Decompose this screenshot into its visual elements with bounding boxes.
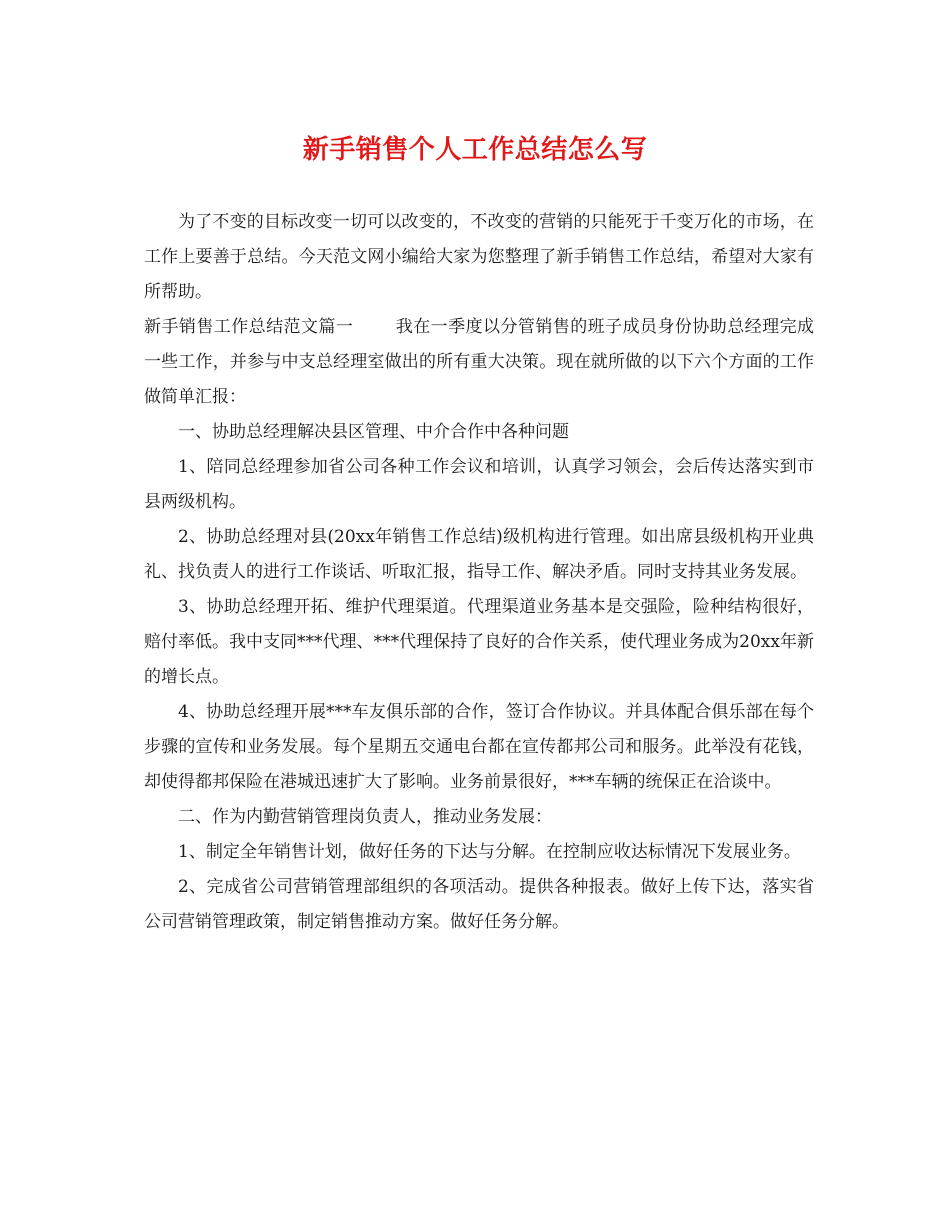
paragraph: 2、协助总经理对县(20xx年销售工作总结)级机构进行管理。如出席县级机构开业典礼、找负责人的进行工作谈话、听取汇报，指导工作、解决矛盾。同时支持其业务发展。 (144, 527, 814, 582)
paragraph: 4、协助总经理开展***车友俱乐部的合作，签订合作协议。并具体配合俱乐部在每个步骤的宣传和业务发展。每个星期五交通电台都在宣传都邦公司和服务。此举没有花钱，却使得都邦保险在港城迅速扩大了影响。业务前景很好，***车辆的统保正在洽谈中。 (144, 702, 814, 792)
paragraph: 2、完成省公司营销管理部组织的各项活动。提供各种报表。做好上传下达，落实省公司营销管理政策，制定销售推动方案。做好任务分解。 (144, 877, 814, 932)
paragraph: 1、制定全年销售计划，做好任务的下达与分解。在控制应收达标情况下发展业务。 (178, 842, 801, 862)
paragraph: 3、协助总经理开拓、维护代理渠道。代理渠道业务基本是交强险，险种结构很好，赔付率低。我中支同***代理、***代理保持了良好的合作关系，使代理业务成为20xx年新的增长点。 (144, 597, 814, 687)
paragraph: 一、协助总经理解决县区管理、中介合作中各种问题 (178, 422, 569, 442)
paragraph: 二、作为内勤营销管理岗负责人，推动业务发展： (178, 807, 552, 827)
document-title: 新手销售个人工作总结怎么写 (302, 135, 648, 165)
paragraph: 1、陪同总经理参加省公司各种工作会议和培训，认真学习领会，会后传达落实到市县两级机构。 (144, 457, 814, 512)
section-label: 新手销售工作总结范文篇一 (144, 317, 354, 337)
intro-paragraph: 为了不变的目标改变一切可以改变的，不改变的营销的只能死于千变万化的市场，在工作上要善于总结。今天范文网小编给大家为您整理了新手销售工作总结，希望对大家有所帮助。 (144, 212, 814, 302)
section-paragraph (144, 310, 814, 415)
section-text: 我在一季度以分管销售的班子成员身份协助总经理完成一些工作，并参与中支总经理室做出的所有重大决策。现在就所做的以下六个方面的工作做简单汇报： (144, 317, 815, 407)
document-body (144, 205, 814, 940)
